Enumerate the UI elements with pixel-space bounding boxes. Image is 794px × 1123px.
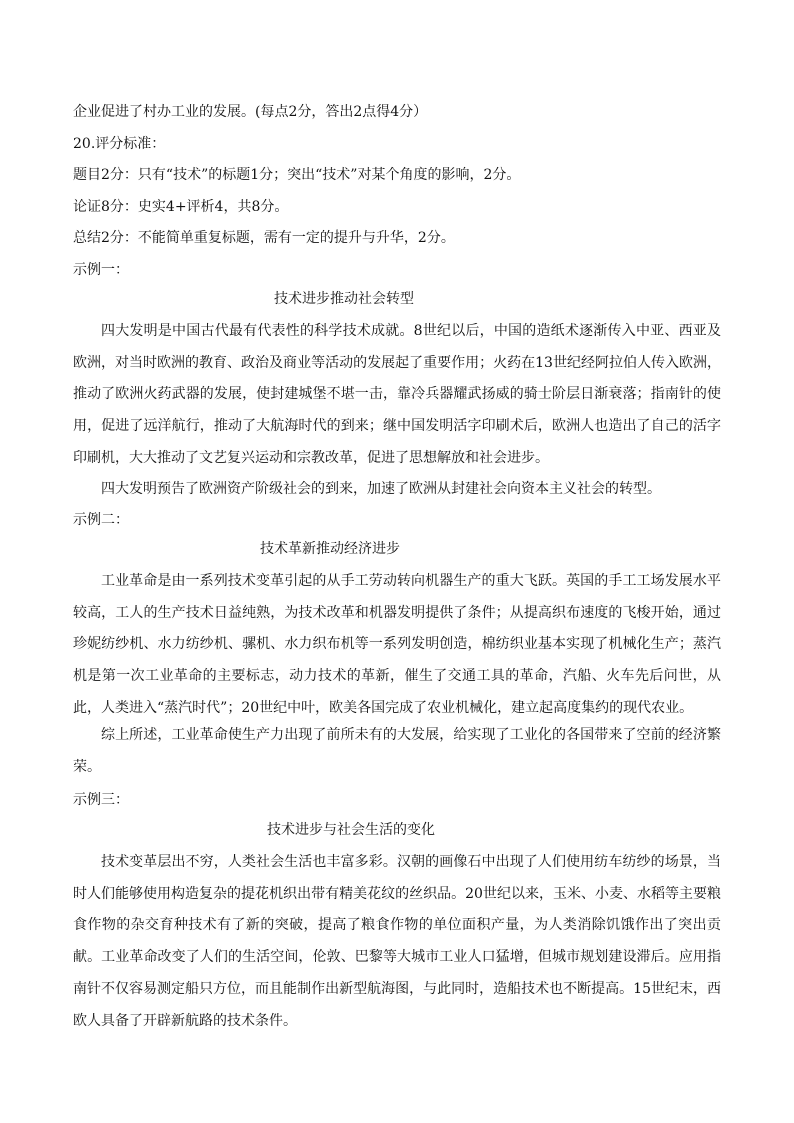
example-2-paragraph-2: 综上所述，工业革命使生产力出现了前所未有的大发展，给实现了工业化的各国带来了空前的经济繁荣。 (73, 727, 721, 775)
example-1-paragraph-1: 四大发明是中国古代最有代表性的科学技术成就。8世纪以后，中国的造纸术逐渐传入中亚、西亚及欧洲，对当时欧洲的教育、政治及商业等活动的发展起了重要作用；火药在13世纪经阿拉伯人传入欧洲，推动了欧洲火药武器的发展，使封建城堡不堪一击，靠冷兵器耀武扬威的骑士阶层日渐衰落；指南针的使用，促进了远洋航行，推动了大航海时代的到来；继中国发明活字印刷术后，欧洲人也造出了自己的活字印刷机，大大推动了文艺复兴运动和宗教改革，促进了思想解放和社会进步。 (73, 323, 721, 466)
example-2-title: 技术革新推动经济进步 (260, 541, 400, 557)
rubric-argument: 论证8分：史实4+评析4，共8分。 (73, 199, 289, 215)
intro-line: 企业促进了村办工业的发展。(每点2分，答出2点得4分） (73, 104, 428, 120)
example-3-label: 示例三： (73, 792, 129, 808)
rubric-topic: 题目2分：只有“技术”的标题1分；突出“技术”对某个角度的影响，2分。 (73, 167, 521, 183)
example-1-paragraph-2: 四大发明预告了欧洲资产阶级社会的到来，加速了欧洲从封建社会向资本主义社会的转型。 (101, 481, 661, 497)
example-3-paragraph-1: 技术变革层出不穷，人类社会生活也丰富多彩。汉朝的画像石中出现了人们使用纺车纺纱的场景，当时人们能够使用构造复杂的提花机织出带有精美花纹的丝织品。20世纪以来，玉米、小麦、水稻等主要粮食作物的杂交育种技术有了新的突破，提高了粮食作物的单位面积产量，为人类消除饥饿作出了突出贡献。工业革命改变了人们的生活空间，伦敦、巴黎等大城市工业人口猛增，但城市规划建设滞后。应用指南针不仅容易测定船只方位，而且能制作出新型航海图，与此同时，造船技术也不断提高。15世纪末，西欧人具备了开辟新航路的技术条件。 (73, 854, 721, 1029)
rubric-summary: 总结2分：不能简单重复标题，需有一定的提升与升华，2分。 (73, 230, 455, 246)
rubric-heading: 20.评分标准： (73, 136, 166, 152)
example-1-label: 示例一： (73, 262, 129, 278)
example-2-label: 示例二： (73, 512, 129, 528)
example-1-title: 技术进步推动社会转型 (274, 291, 414, 307)
example-2-paragraph-1: 工业革命是由一系列技术变革引起的从手工劳动转向机器生产的重大飞跃。英国的手工工场发展水平较高，工人的生产技术日益纯熟，为技术改革和机器发明提供了条件；从提高织布速度的飞梭开始，通过珍妮纺纱机、水力纺纱机、骡机、水力织布机等一系列发明创造，棉纺织业基本实现了机械化生产；蒸汽机是第一次工业革命的主要标志，动力技术的革新，催生了交通工具的革命，汽船、火车先后问世，从此，人类进入“蒸汽时代”；20世纪中叶，欧美各国完成了农业机械化，建立起高度集约的现代农业。 (73, 573, 721, 716)
example-3-title: 技术进步与社会生活的变化 (267, 822, 435, 838)
